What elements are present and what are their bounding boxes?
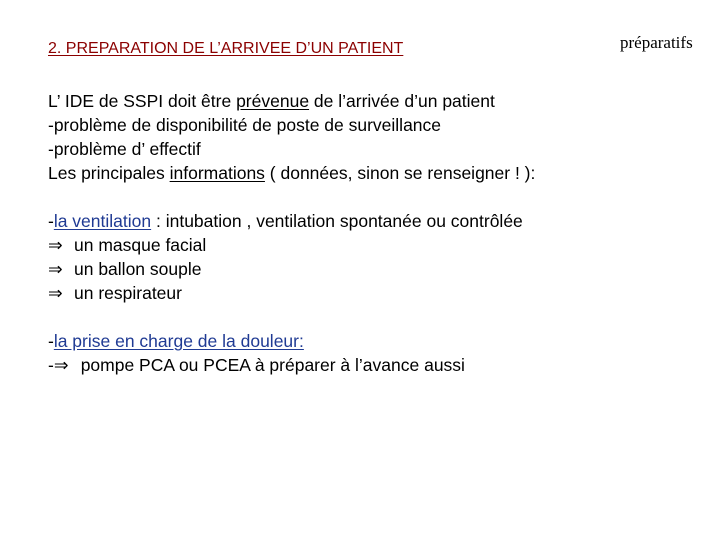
intro-line-4-pre: Les principales <box>48 163 170 183</box>
informations-link[interactable]: informations <box>169 163 265 183</box>
intro-line-1-pre: L’ IDE de SSPI doit être <box>48 91 237 111</box>
ventilation-item <box>48 233 206 257</box>
douleur-dash: - <box>48 331 54 351</box>
prevenue-link[interactable]: prévenue <box>236 91 310 111</box>
ventilation-heading-line <box>48 209 523 233</box>
implies-arrow-icon: ⇒ <box>48 259 63 279</box>
ventilation-item-text: un ballon souple <box>74 259 202 279</box>
ventilation-rest: : intubation , ventilation spontanée ou contrôlée <box>151 211 523 231</box>
douleur-link-text: la prise en charge de la douleur <box>53 331 299 351</box>
ventilation-item-text: un respirateur <box>74 283 182 303</box>
intro-line-3: -problème d’ effectif <box>48 139 201 159</box>
ventilation-dash: - <box>48 211 54 231</box>
intro-line-1-post: de l’arrivée d’un patient <box>309 91 495 111</box>
ventilation-link[interactable]: la ventilation <box>53 211 152 231</box>
ventilation-item <box>48 281 182 305</box>
douleur-line-2 <box>48 353 465 377</box>
implies-arrow-icon: ⇒ <box>48 283 63 303</box>
douleur-line-2-dash: - <box>48 355 54 375</box>
intro-line-4-post: ( données, sinon se renseigner ! ): <box>264 163 536 183</box>
intro-line-1 <box>48 89 495 113</box>
slide-title: 2. PREPARATION DE L’ARRIVEE D’UN PATIENT <box>48 40 404 57</box>
corner-label: préparatifs <box>620 33 693 52</box>
implies-arrow-icon: ⇒ <box>53 355 69 375</box>
douleur-line-2-text: pompe PCA ou PCEA à préparer à l’avance aussi <box>75 355 465 375</box>
intro-line-4 <box>48 161 535 185</box>
ventilation-item <box>48 257 201 281</box>
intro-line-2: -problème de disponibilité de poste de surveillance <box>48 115 442 135</box>
implies-arrow-icon: ⇒ <box>48 235 63 255</box>
douleur-heading-line <box>48 329 304 353</box>
douleur-colon: : <box>299 331 304 351</box>
ventilation-item-text: un masque facial <box>74 235 207 255</box>
douleur-link[interactable] <box>54 331 304 351</box>
